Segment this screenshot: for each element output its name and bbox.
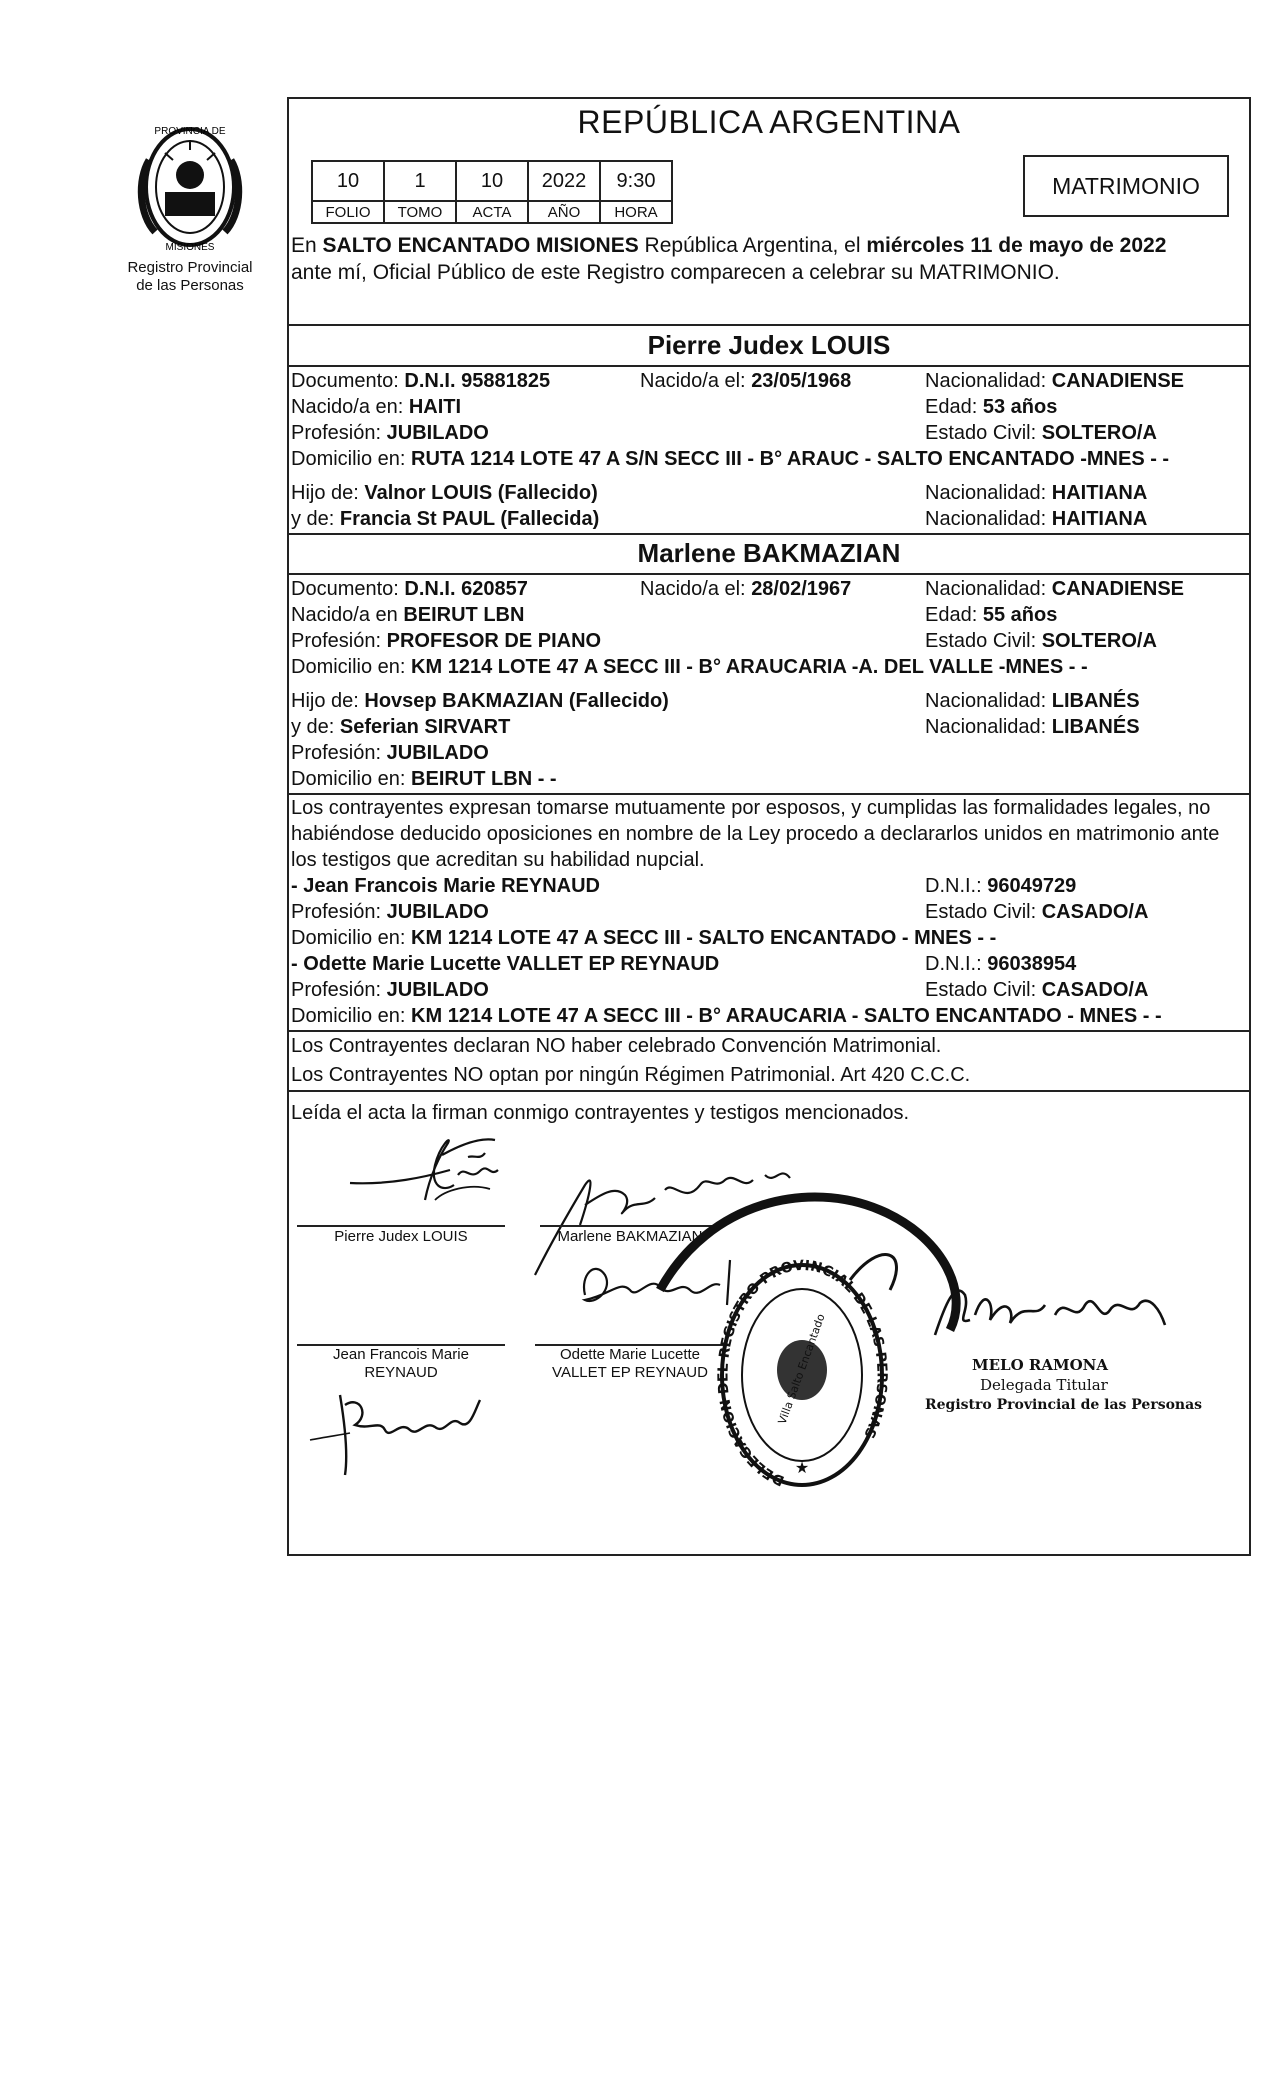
c2-padre: Hijo de: Hovsep BAKMAZIAN (Fallecido) — [291, 690, 669, 712]
convencion-line-1: Los Contrayentes declaran NO haber celebrado Convención Matrimonial. — [291, 1035, 942, 1057]
declaracion-line-1: Los contrayentes expresan tomarse mutuamente por esposos, y cumplidas las formalidades legales, no — [291, 797, 1211, 819]
intro-line-2: ante mí, Oficial Público de este Registro comparecen a celebrar su MATRIMONIO. — [291, 261, 1060, 284]
testigo1-domicilio: Domicilio en: KM 1214 LOTE 47 A SECC III - SALTO ENCANTADO - MNES - - — [291, 927, 997, 949]
registry-caption-1: Registro Provincial — [127, 259, 253, 276]
c2-profesion: Profesión: PROFESOR DE PIANO — [291, 630, 602, 652]
hora-label: HORA — [600, 201, 672, 223]
c1-padre-nacionalidad: Nacionalidad: HAITIANA — [925, 482, 1148, 504]
c2-nacido-en: Nacido/a en BEIRUT LBN — [291, 604, 525, 626]
testigo2-estado-civil: Estado Civil: CASADO/A — [925, 979, 1149, 1001]
testigo1-name: - Jean Francois Marie REYNAUD — [291, 875, 600, 897]
c2-padre-nacionalidad: Nacionalidad: LIBANÉS — [925, 690, 1140, 712]
acta-meta-table — [311, 160, 673, 224]
testigo2-name: - Odette Marie Lucette VALLET EP REYNAUD — [291, 953, 720, 975]
contrayente1-name: Pierre Judex LOUIS — [647, 330, 891, 360]
tomo-value: 1 — [384, 161, 456, 201]
signature-line — [297, 1225, 505, 1227]
declaracion-line-3: los testigos que acreditan su habilidad nupcial. — [291, 849, 705, 871]
c2-nacido-el: Nacido/a el: 28/02/1967 — [640, 578, 852, 600]
registry-caption-2: de las Personas — [136, 277, 244, 294]
hora-value: 9:30 — [600, 161, 672, 201]
signature-oficial — [925, 1265, 1175, 1355]
acta-label: ACTA — [456, 201, 528, 223]
declaracion-line-2: habiéndose deducido oposiciones en nombre de la Ley procedo a declararlos unidos en matrimonio ante — [291, 823, 1220, 845]
oficial-name: MELO RAMONA — [972, 1356, 1108, 1374]
c1-documento: Documento: D.N.I. 95881825 — [291, 370, 551, 392]
c1-padre: Hijo de: Valnor LOUIS (Fallecido) — [291, 482, 598, 504]
svg-text:★: ★ — [794, 1460, 810, 1477]
signature-caption-pierre: Pierre Judex LOUIS — [334, 1228, 468, 1245]
c1-profesion: Profesión: JUBILADO — [291, 422, 489, 444]
provincia-misiones-seal — [135, 120, 245, 255]
c2-madre-nacionalidad: Nacionalidad: LIBANÉS — [925, 716, 1140, 738]
divider — [287, 324, 1251, 326]
c1-estado-civil: Estado Civil: SOLTERO/A — [925, 422, 1157, 444]
c1-nacionalidad: Nacionalidad: CANADIENSE — [925, 370, 1185, 392]
signature-caption-odette: Odette Marie Lucette VALLET EP REYNAUD — [552, 1346, 708, 1381]
convencion-line-2: Los Contrayentes NO optan por ningún Régimen Patrimonial. Art 420 C.C.C. — [291, 1064, 971, 1086]
signature-caption-marlene: Marlene BAKMAZIAN — [557, 1228, 703, 1245]
c2-documento: Documento: D.N.I. 620857 — [291, 578, 528, 600]
testigo1-profesion: Profesión: JUBILADO — [291, 901, 489, 923]
c2-nacionalidad: Nacionalidad: CANADIENSE — [925, 578, 1185, 600]
contrayente2-name: Marlene BAKMAZIAN — [637, 538, 901, 568]
c2-domicilio: Domicilio en: KM 1214 LOTE 47 A SECC III - B° ARAUCARIA -A. DEL VALLE -MNES - - — [291, 656, 1088, 678]
c1-edad: Edad: 53 años — [925, 396, 1058, 418]
anio-value: 2022 — [528, 161, 600, 201]
c2-madre-profesion: Profesión: JUBILADO — [291, 742, 489, 764]
registry-logo — [100, 120, 280, 295]
acta-value: 10 — [456, 161, 528, 201]
c2-estado-civil: Estado Civil: SOLTERO/A — [925, 630, 1157, 652]
anio-label: AÑO — [528, 201, 600, 223]
c1-domicilio: Domicilio en: RUTA 1214 LOTE 47 A S/N SECC III - B° ARAUC - SALTO ENCANTADO -MNES - - — [291, 448, 1170, 470]
folio-value: 10 — [312, 161, 384, 201]
folio-label: FOLIO — [312, 201, 384, 223]
c1-nacido-el: Nacido/a el: 23/05/1968 — [640, 370, 852, 392]
signature-caption-jean: Jean Francois Marie REYNAUD — [333, 1346, 469, 1381]
c2-madre: y de: Seferian SIRVART — [291, 716, 511, 738]
testigo1-dni: D.N.I.: 96049729 — [925, 875, 1077, 897]
page-title: REPÚBLICA ARGENTINA — [577, 104, 961, 140]
intro-line-1: En SALTO ENCANTADO MISIONES República Argentina, el miércoles 11 de mayo de 2022 — [291, 234, 1167, 257]
testigo2-domicilio: Domicilio en: KM 1214 LOTE 47 A SECC III - B° ARAUCARIA - SALTO ENCANTADO - MNES - - — [291, 1005, 1162, 1027]
oficial-org: Registro Provincial de las Personas — [925, 1397, 1203, 1413]
divider — [287, 365, 1251, 367]
act-type-box: MATRIMONIO — [1023, 155, 1229, 217]
testigo2-profesion: Profesión: JUBILADO — [291, 979, 489, 1001]
firmas-intro: Leída el acta la firman conmigo contrayentes y testigos mencionados. — [291, 1102, 910, 1124]
c1-madre-nacionalidad: Nacionalidad: HAITIANA — [925, 508, 1148, 530]
testigo2-dni: D.N.I.: 96038954 — [925, 953, 1077, 975]
c1-nacido-en: Nacido/a en: HAITI — [291, 396, 462, 418]
svg-text:MISIONES: MISIONES — [165, 242, 215, 253]
c1-madre: y de: Francia St PAUL (Fallecida) — [291, 508, 600, 530]
divider — [287, 1030, 1251, 1032]
svg-text:DELEGACION DEL REGISTRO PROVIN: DELEGACION DEL REGISTRO PROVINCIAL DE LAS PERSONAS — [715, 1257, 890, 1489]
signature-jean — [300, 1375, 500, 1485]
divider — [287, 533, 1251, 535]
c2-edad: Edad: 55 años — [925, 604, 1058, 626]
svg-text:PROVINCIA DE: PROVINCIA DE — [154, 126, 226, 137]
c2-madre-domicilio: Domicilio en: BEIRUT LBN - - — [291, 768, 557, 790]
divider — [287, 573, 1251, 575]
divider — [287, 1090, 1251, 1092]
tomo-label: TOMO — [384, 201, 456, 223]
oficial-role: Delegada Titular — [980, 1376, 1108, 1394]
signature-pierre — [330, 1115, 530, 1225]
testigo1-estado-civil: Estado Civil: CASADO/A — [925, 901, 1149, 923]
svg-text:Villa Salto Encantado: Villa Salto Encantado — [775, 1312, 828, 1427]
